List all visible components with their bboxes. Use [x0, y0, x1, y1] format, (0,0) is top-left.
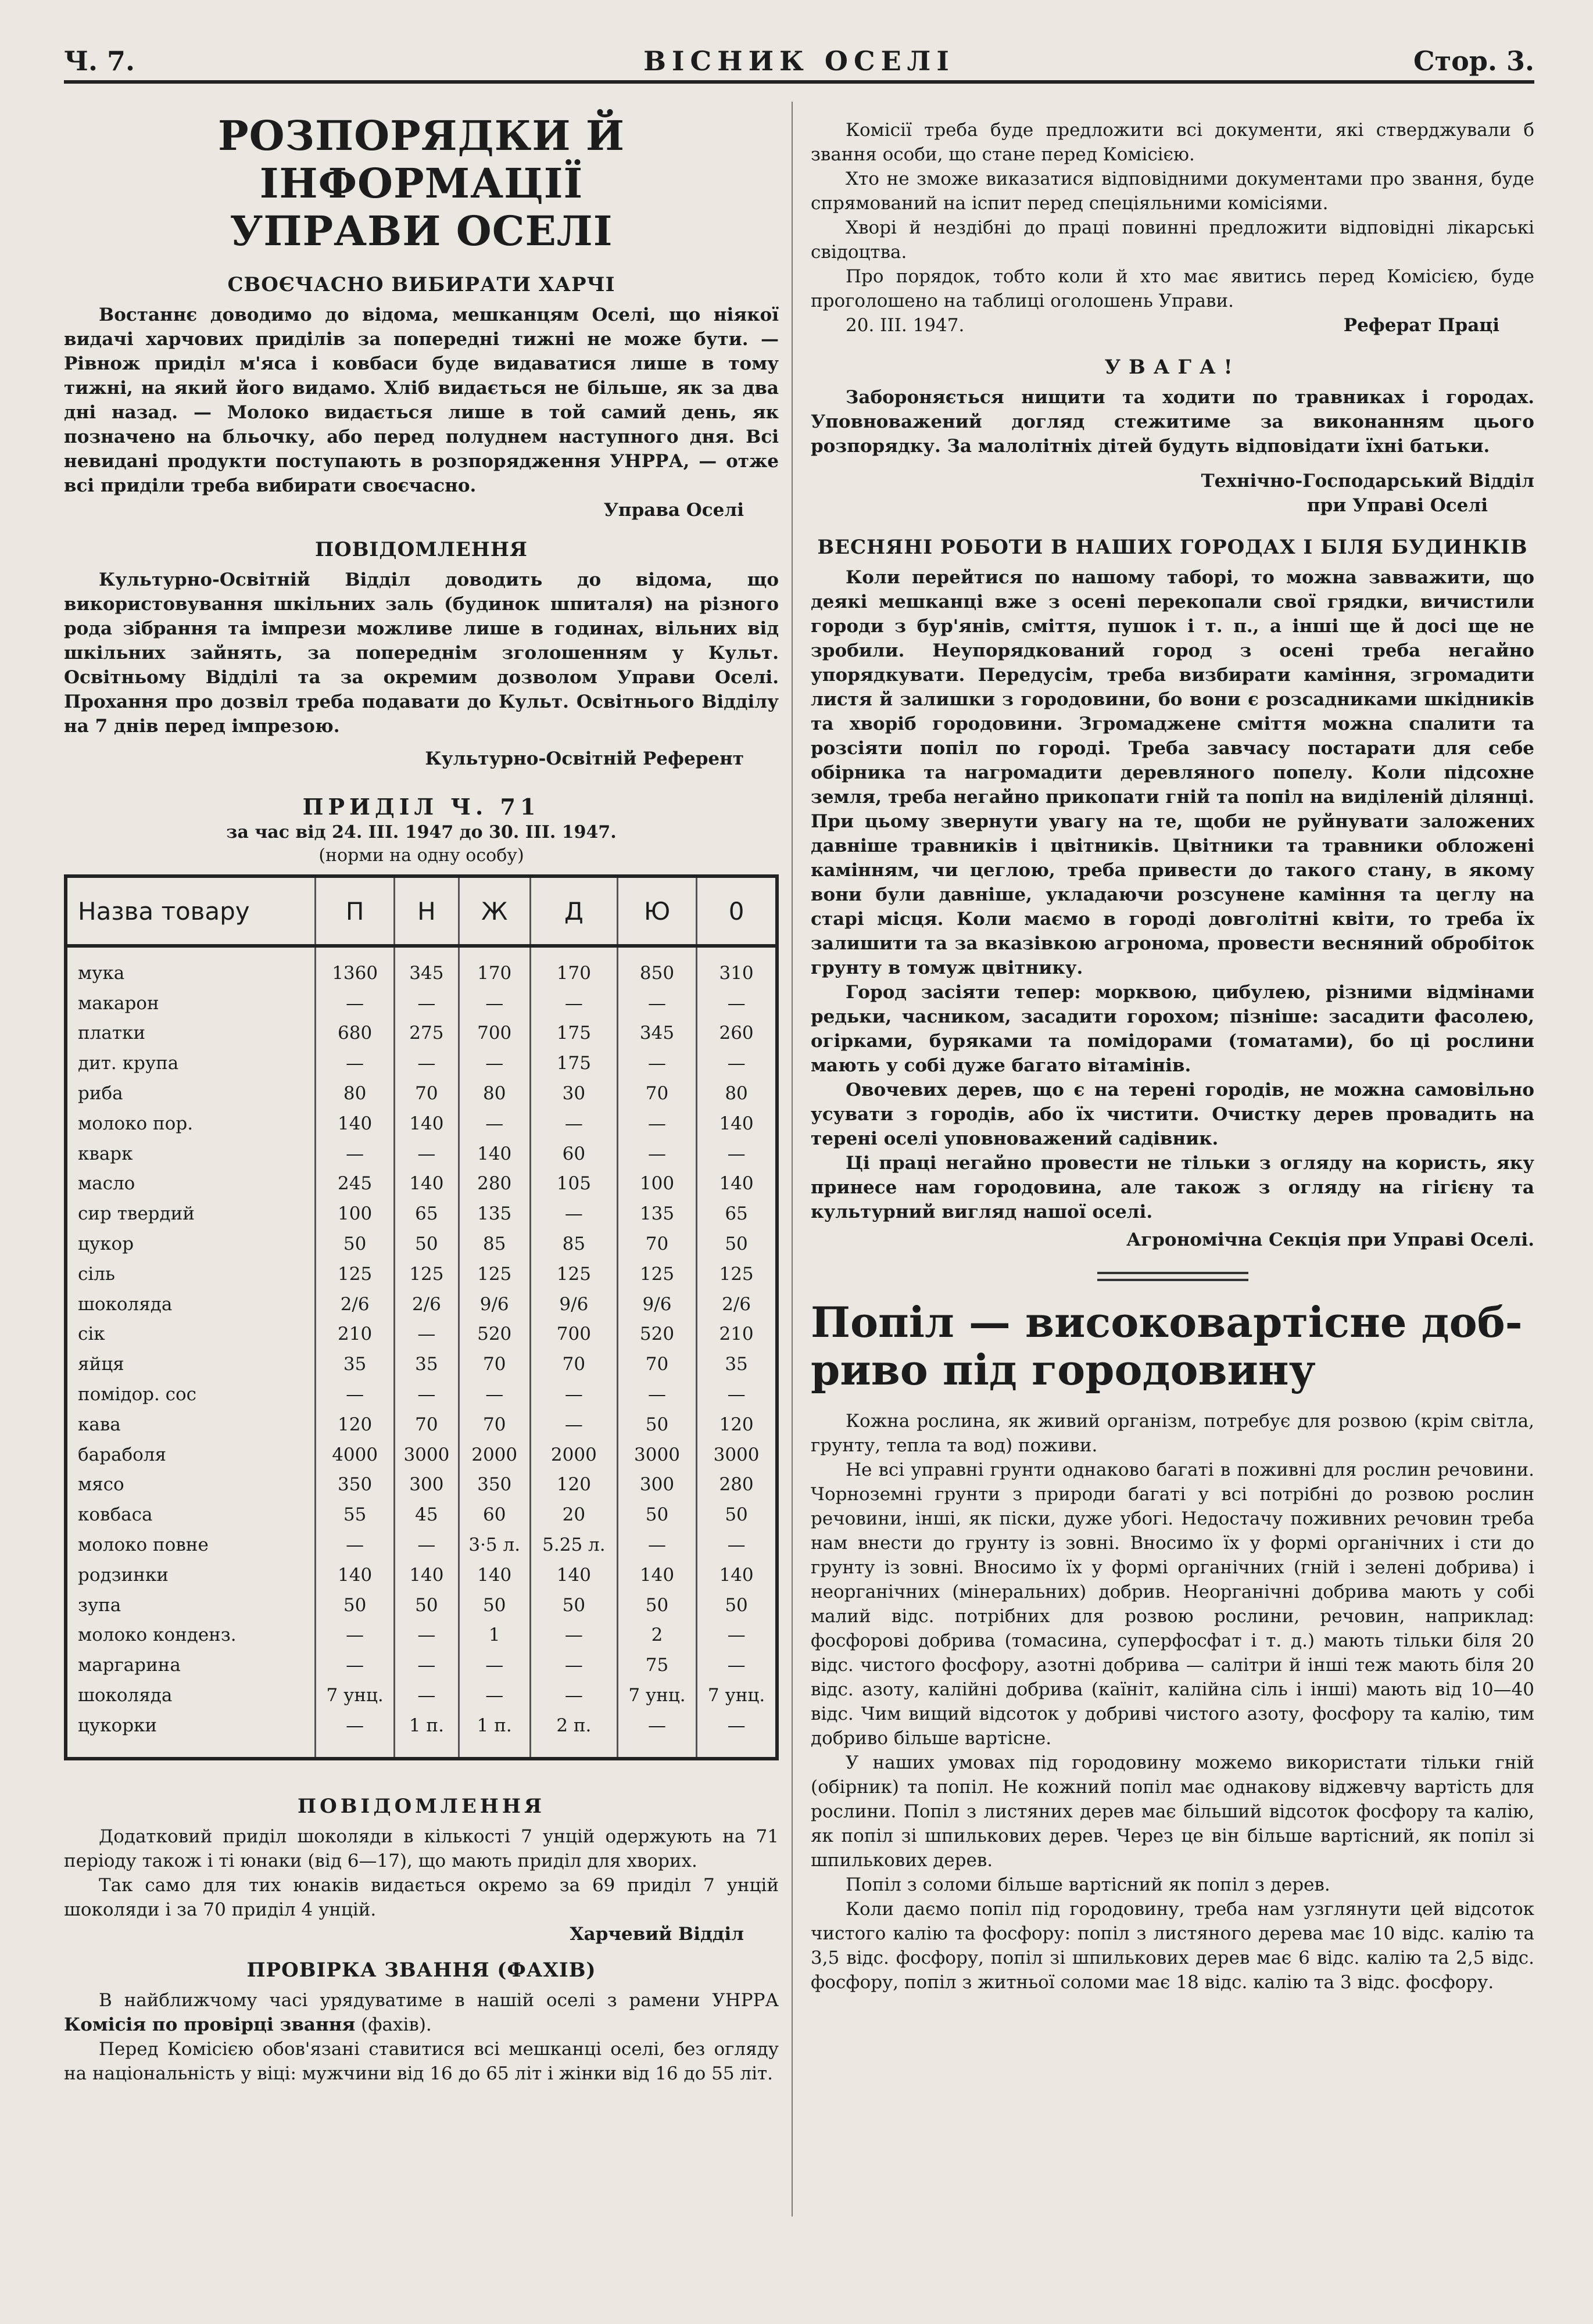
ration-product-name: молоко повне	[78, 1534, 209, 1556]
ration-cell: 140	[459, 1139, 530, 1169]
ration-product-name: мука	[78, 962, 125, 984]
ration-cell: 80	[316, 1078, 395, 1109]
ration-cell: —	[316, 1048, 395, 1078]
ration-cell: —	[316, 988, 395, 1018]
newspaper-title: ВІСНИК ОСЕЛІ	[643, 45, 955, 77]
ration-cell: —	[395, 1680, 459, 1710]
ration-cell: —	[617, 1139, 696, 1169]
ration-cell: 55	[316, 1500, 395, 1530]
ration-cell: 1360	[316, 946, 395, 988]
table-row	[66, 1319, 777, 1350]
ration-cell: —	[697, 1530, 777, 1560]
ration-product-name: молоко пор.	[78, 1113, 194, 1134]
ration-cell: —	[530, 1620, 617, 1651]
table-row	[66, 1620, 777, 1651]
attention-text: Забороняється нищити та ходити по травниках і городах. Уповноважений догляд стежитиме за виконанням цього розпорядку. За малолітніх дітей будуть відповідати їхні батьки.	[811, 387, 1534, 457]
ration-product-name: шоколяда	[78, 1685, 173, 1706]
ration-cell: —	[617, 1710, 696, 1759]
exam-cont-signature: Реферат Праці	[1343, 315, 1499, 336]
ration-cell: 35	[395, 1349, 459, 1379]
ration-cell: 2/6	[395, 1289, 459, 1319]
ration-cell: 275	[395, 1018, 459, 1049]
ration-cell: 260	[697, 1018, 777, 1049]
ration-product-name: сік	[78, 1324, 105, 1345]
ration-cell: —	[697, 1048, 777, 1078]
ration-cell: 140	[395, 1109, 459, 1139]
ration-cell: 345	[395, 946, 459, 988]
ration-cell: 50	[530, 1590, 617, 1620]
ash-text-3: У наших умовах під городовину можемо використати тільки гній (обірник) та попіл. Не кожний попіл має однакову віджевчу вартість для рослини. Попіл з листяних дерев має більший відсоток фосфору та калію, як попіл зі шпилькових дерев. Через це він більше вартісний, як попіл зі шпилькових дерев.	[811, 1752, 1534, 1871]
spring-text-1: Коли перейтися по нашому таборі, то можна завважити, що деякі мешканці вже з осені перекопали свої грядки, вичистили городи з бур'янів, сміття, пушок і т. п., а інші ще й досі ще не зробили. Неупорядкований город з осені треба негайно упорядкувати. Передусім, треба визбирати каміння, згромадити листя й залишки з городовини, бо вони є розсадниками шкідників та хворіб городовини. Згромаджене сміття можна спалити та розсіяти попіл по городі. Треба завчасу постарати для себе обірника та нагромадити деревляного попелу. Коли підсохне земля, треба негайно прикопати гній та попіл на виділеній ділянці. При цьому звернути увагу на те, щоби не руйнувати заложених давніше травників і цвітників. Цвітники та травники обложені камінням, чи цеглою, треба привести до такого стану, в якому вони були давніше, укладаючи розсунене каміння та цеглу на старі місця. Коли маємо в городі довголітні квіти, то треба їх залишити та за вказівкою агронома, провести весняний обробіток грунту в томуж цвітнику.	[811, 567, 1534, 978]
ration-cell: 2000	[459, 1440, 530, 1470]
ration-product-name: масло	[78, 1173, 135, 1195]
notice-2-title: ПОВІДОМЛЕННЯ	[297, 1794, 546, 1818]
ration-cell: 2000	[530, 1440, 617, 1470]
ration-header-col: П	[316, 876, 395, 946]
table-row	[66, 1470, 777, 1500]
ration-product-name: маргарина	[78, 1655, 181, 1676]
ration-cell: —	[459, 1650, 530, 1680]
ration-cell: 210	[316, 1319, 395, 1350]
ration-cell: 9/6	[530, 1289, 617, 1319]
ration-cell: 50	[617, 1590, 696, 1620]
ration-cell: 100	[316, 1199, 395, 1229]
table-row	[66, 1440, 777, 1470]
exam-section-title: ПРОВІРКА ЗВАННЯ (ФАХІВ)	[246, 1958, 596, 1982]
food-section-signature: Управа Оселі	[603, 500, 744, 521]
table-row	[66, 1560, 777, 1590]
page-number: Стор. 3.	[1413, 45, 1534, 77]
ration-product-name: риба	[78, 1083, 123, 1104]
ration-cell: 2	[617, 1620, 696, 1651]
ration-product-name: родзинки	[78, 1564, 169, 1586]
table-row	[66, 1139, 777, 1169]
ration-cell: 140	[697, 1109, 777, 1139]
ration-cell: —	[316, 1710, 395, 1759]
ration-product-name: сир твердий	[78, 1203, 195, 1225]
table-row	[66, 1379, 777, 1410]
ash-text-2: Не всі управні грунти однаково багаті в поживні для рослин речовини. Чорноземні грунти з природи багаті у всі потрібні до розвою рослин речовини, інші, як піски, дуже убогі. Недостачу поживних речовин треба нам внести до грунту із зовні. Вносимо їх у формі органічних і сти до грунту із зовні. Вносимо їх у формі органічних (гній і зелені добрива) і неорганічних (мінеральних) добрив. Неорганічні добрива мають у собі малий відс. потрібних для розвою рослини, речовин, наприклад: фосфорові добрива (томасина, суперфосфат і т. д.) мають тільки біля 20 відс. чистого фосфору, азотні добрива — салітри й інші теж мають біля 20 відс. азоту, калійні добрива (каїніт, калійна сіль і інші) мають від 10—40 відс. Чим вищий відсоток у добриві чистого азоту, фосфору та калію, тим добриво більше вартісне.	[811, 1459, 1534, 1749]
ration-cell: 300	[395, 1470, 459, 1500]
table-row	[66, 1530, 777, 1560]
ration-cell: 65	[697, 1199, 777, 1229]
spring-text-3: Овочевих дерев, що є на терені городів, не можна самовільно усувати з городів, або їх чистити. Очистку дерев провадить на терені оселі уповноважений садівник.	[811, 1079, 1534, 1149]
exam-text-1-a: В найближчому часі урядуватиме в нашій оселі з рамени УНРРА	[99, 1989, 779, 2011]
ration-product-name: платки	[78, 1023, 146, 1044]
ration-product-name: макарон	[78, 992, 159, 1014]
spring-title: ВЕСНЯНІ РОБОТИ В НАШИХ ГОРОДАХ І БІЛЯ БУДИНКІВ	[817, 536, 1528, 559]
ration-cell: —	[697, 1379, 777, 1410]
ration-cell: 140	[316, 1560, 395, 1590]
ration-cell: —	[530, 1650, 617, 1680]
ration-cell: 3000	[697, 1440, 777, 1470]
table-row	[66, 1018, 777, 1049]
ration-product-name: сіль	[78, 1263, 115, 1285]
ration-cell: 125	[617, 1259, 696, 1289]
ration-cell: 3000	[617, 1440, 696, 1470]
ration-cell: 140	[395, 1169, 459, 1199]
ration-cell: 20	[530, 1500, 617, 1530]
ration-cell: 35	[316, 1349, 395, 1379]
ration-cell: —	[316, 1530, 395, 1560]
ration-product-name: бараболя	[78, 1444, 167, 1465]
ration-cell: 60	[459, 1500, 530, 1530]
ration-cell: 170	[459, 946, 530, 988]
ration-cell: 70	[530, 1349, 617, 1379]
ration-cell: 135	[617, 1199, 696, 1229]
ration-cell: 7 унц.	[697, 1680, 777, 1710]
ration-cell: —	[697, 1650, 777, 1680]
ration-cell: 4000	[316, 1440, 395, 1470]
ration-cell: 700	[459, 1018, 530, 1049]
ration-cell: 70	[395, 1410, 459, 1440]
ration-cell: 85	[530, 1229, 617, 1259]
ration-table	[64, 874, 779, 1760]
ration-header-col: 0	[697, 876, 777, 946]
ration-cell: 50	[697, 1229, 777, 1259]
ration-cell: —	[530, 1680, 617, 1710]
ration-cell: 125	[459, 1259, 530, 1289]
ration-cell: 170	[530, 946, 617, 988]
ration-product-name: кава	[78, 1414, 121, 1435]
ration-title: ПРИДІЛ Ч. 71	[302, 794, 540, 820]
ash-text-4: Попіл з соломи більше вартісний як попіл з дерев.	[846, 1874, 1330, 1895]
ration-cell: 50	[617, 1500, 696, 1530]
table-row	[66, 1229, 777, 1259]
ration-cell: 30	[530, 1078, 617, 1109]
ration-cell: 700	[530, 1319, 617, 1350]
ration-cell: 140	[697, 1169, 777, 1199]
ration-cell: 80	[459, 1078, 530, 1109]
ration-product-name: кварк	[78, 1143, 133, 1164]
notice-2-text-2: Так само для тих юнаків видається окремо за 69 приділ 7 унцій шоколяди і за 70 приділ 4 унцій.	[64, 1874, 779, 1920]
attention-title: УВАГА!	[1104, 356, 1241, 379]
ash-text-1: Кожна рослина, як живий організм, потребує для розвою (крім світла, грунту, тепла та вод) поживи.	[811, 1411, 1534, 1456]
table-row	[66, 1650, 777, 1680]
ration-product-name: шоколяда	[78, 1293, 173, 1315]
ration-cell: 50	[697, 1500, 777, 1530]
main-title-line-1: РОЗПОРЯДКИ Й ІНФОРМАЦІЇ	[217, 112, 625, 207]
ration-product-name: цукор	[78, 1233, 134, 1255]
ration-cell: —	[316, 1620, 395, 1651]
ration-cell: 105	[530, 1169, 617, 1199]
ration-cell: 70	[617, 1349, 696, 1379]
ration-cell: 125	[697, 1259, 777, 1289]
ration-product-name: помідор. сос	[78, 1384, 197, 1405]
exam-text-2: Перед Комісією обов'язані ставитися всі мешканці оселі, без огляду на національність у віці: мужчини від 16 до 65 літ і жінки від 16 до 55 літ.	[64, 2038, 779, 2084]
ration-cell: 100	[617, 1169, 696, 1199]
ration-cell: 125	[530, 1259, 617, 1289]
table-row	[66, 1048, 777, 1078]
ration-cell: —	[617, 1379, 696, 1410]
attention-signature-1: Технічно-Господарський Відділ	[1201, 471, 1534, 492]
ration-cell: 125	[395, 1259, 459, 1289]
exam-cont-text-2: Хто не зможе виказатися відповідними документами про звання, буде спрямований на іспит перед спеціяльними комісіями.	[811, 168, 1534, 214]
ration-cell: —	[617, 1530, 696, 1560]
ration-cell: —	[530, 1109, 617, 1139]
ration-cell: —	[395, 988, 459, 1018]
ration-cell: —	[459, 1379, 530, 1410]
ration-cell: 135	[459, 1199, 530, 1229]
ration-product-name: зупа	[78, 1594, 121, 1616]
ration-cell: —	[395, 1650, 459, 1680]
table-row	[66, 1169, 777, 1199]
ration-product-name: молоко конденз.	[78, 1624, 237, 1646]
ration-cell: 50	[316, 1590, 395, 1620]
ration-cell: 5.25 л.	[530, 1530, 617, 1560]
ration-header-col: Ю	[617, 876, 696, 946]
ration-cell: 175	[530, 1018, 617, 1049]
exam-cont-footer	[811, 313, 1534, 338]
exam-cont-text-3: Хворі й нездібні до праці повинні предложити відповідні лікарські свідоцтва.	[811, 217, 1534, 263]
ration-cell: 1 п.	[395, 1710, 459, 1759]
ration-cell: —	[459, 1048, 530, 1078]
ration-cell: 85	[459, 1229, 530, 1259]
ration-cell: 50	[459, 1590, 530, 1620]
notice-2-signature: Харчевий Відділ	[570, 1923, 744, 1945]
ration-product-name: яйця	[78, 1354, 124, 1375]
ration-product-name: ковбаса	[78, 1504, 153, 1526]
issue-number: Ч. 7.	[64, 45, 135, 77]
ration-cell: 350	[316, 1470, 395, 1500]
table-row	[66, 1710, 777, 1759]
ration-cell: 70	[395, 1078, 459, 1109]
ration-header-col: Д	[530, 876, 617, 946]
ration-cell: —	[697, 1710, 777, 1759]
main-title-line-2: УПРАВИ ОСЕЛІ	[230, 207, 613, 255]
main-title	[64, 112, 779, 255]
ash-title-line-1: Попіл — високовартісне доб-	[811, 1297, 1523, 1347]
ration-cell: —	[459, 988, 530, 1018]
ration-cell: 120	[697, 1410, 777, 1440]
ration-cell: 3·5 л.	[459, 1530, 530, 1560]
ration-cell: —	[395, 1530, 459, 1560]
ration-cell: 50	[316, 1229, 395, 1259]
ration-cell: —	[395, 1139, 459, 1169]
spring-signature: Агрономічна Секція при Управі Оселі.	[1126, 1229, 1534, 1250]
ration-cell: —	[459, 1680, 530, 1710]
ration-cell: —	[395, 1319, 459, 1350]
ration-cell: 345	[617, 1018, 696, 1049]
ration-cell: 140	[316, 1109, 395, 1139]
ration-cell: —	[617, 1048, 696, 1078]
ration-cell: 2/6	[316, 1289, 395, 1319]
ration-cell: 3000	[395, 1440, 459, 1470]
ration-cell: 300	[617, 1470, 696, 1500]
ration-cell: —	[530, 1410, 617, 1440]
table-row	[66, 988, 777, 1018]
ration-cell: 245	[316, 1169, 395, 1199]
notice-1-title: ПОВІДОМЛЕННЯ	[314, 538, 528, 561]
ration-cell: 210	[697, 1319, 777, 1350]
table-row	[66, 1680, 777, 1710]
ration-cell: 310	[697, 946, 777, 988]
ration-header-product: Назва товару	[66, 876, 316, 946]
ration-cell: 140	[697, 1560, 777, 1590]
ration-cell: 680	[316, 1018, 395, 1049]
ration-cell: 70	[459, 1349, 530, 1379]
ration-cell: 75	[617, 1650, 696, 1680]
ration-cell: 125	[316, 1259, 395, 1289]
ration-cell: —	[530, 1379, 617, 1410]
ration-cell: 45	[395, 1500, 459, 1530]
ration-cell: 140	[459, 1560, 530, 1590]
food-section-title: СВОЄЧАСНО ВИБИРАТИ ХАРЧІ	[227, 273, 615, 296]
table-row	[66, 1078, 777, 1109]
exam-cont-date: 20. III. 1947.	[846, 315, 965, 336]
ration-table-header-row	[66, 876, 777, 946]
ration-cell: —	[697, 988, 777, 1018]
ration-header-col: Н	[395, 876, 459, 946]
ration-cell: —	[316, 1650, 395, 1680]
ration-cell: 9/6	[617, 1289, 696, 1319]
ration-cell: 70	[617, 1229, 696, 1259]
header-rule	[64, 80, 1534, 84]
exam-text-1-c: (фахів).	[355, 2014, 432, 2035]
table-row	[66, 946, 777, 988]
ration-cell: 350	[459, 1470, 530, 1500]
ration-cell: 2 п.	[530, 1710, 617, 1759]
ration-cell: 120	[316, 1410, 395, 1440]
ration-cell: 850	[617, 946, 696, 988]
ration-cell: 140	[530, 1560, 617, 1590]
ration-cell: 520	[459, 1319, 530, 1350]
ration-table-body	[66, 946, 777, 1759]
ash-title-line-2: риво під городовину	[811, 1345, 1316, 1394]
right-column	[811, 102, 1534, 1995]
ration-header-col: Ж	[459, 876, 530, 946]
attention-signature-2: при Управі Оселі	[1306, 495, 1488, 516]
food-section-text: Востаннє доводимо до відома, мешканцям Оселі, що ніякої видачі харчових приділів за попередні тижні не може бути. — Рівнож приділ м'яса і ковбаси буде видаватися лише в тому тижні, на який його видамо. Хліб видається не більше, як за два дні назад. — Молоко видається лише в той самий день, як позначено на бльочку, або перед полуднем наступного дня. Всі невидані продукти поступають в розпорядження УНРРА, — отже всі приділи треба вибирати своєчасно.	[64, 304, 779, 496]
ration-cell: 50	[697, 1590, 777, 1620]
ration-cell: 50	[395, 1590, 459, 1620]
ration-cell: 140	[617, 1560, 696, 1590]
column-divider	[792, 102, 793, 2217]
ration-cell: —	[395, 1379, 459, 1410]
ration-cell: —	[617, 1109, 696, 1139]
ration-cell: 1 п.	[459, 1710, 530, 1759]
ration-cell: 1	[459, 1620, 530, 1651]
table-row	[66, 1199, 777, 1229]
ash-text-5: Коли даємо попіл під городовину, треба нам узглянути цей відсоток чистого калію та фосфору: попіл з листяного дерева має 10 відс. калію та 3,5 відс. фосфору, попіл зі шпилькових дерев має 6 відс. калію та 2,5 відс. фосфору, попіл з житньої соломи має 18 відс. калію та 3 відс. фосфору.	[811, 1899, 1534, 1993]
ration-cell: 60	[530, 1139, 617, 1169]
table-row	[66, 1500, 777, 1530]
ornament-divider	[1097, 1272, 1248, 1281]
ration-cell: 7 унц.	[316, 1680, 395, 1710]
table-row	[66, 1590, 777, 1620]
spring-text-4: Ці праці негайно провести не тільки з огляду на користь, яку принесе нам городовина, але також з огляду на гігієну та культурний вигляд нашої оселі.	[811, 1153, 1534, 1222]
ration-cell: 280	[697, 1470, 777, 1500]
ration-product-name: дит. крупа	[78, 1053, 179, 1074]
exam-cont-text-1: Комісії треба буде предложити всі документи, які стверджували б звання особи, що стане перед Комісією.	[811, 120, 1534, 165]
table-row	[66, 1109, 777, 1139]
ration-cell: 175	[530, 1048, 617, 1078]
notice-1-text: Культурно-Освітній Відділ доводить до відома, що використовування шкільних заль (будинок шпиталя) на різного рода зібрання та імпрези можливе лише в годинах, вільних від шкільних зайнять, за попереднім зголошенням у Культ. Освітньому Відділі та за окремим дозволом Управи Оселі. Прохання про дозвіл треба подавати до Культ. Освітнього Відділу на 7 днів перед імпрезою.	[64, 569, 779, 737]
ration-cell: 7 унц.	[617, 1680, 696, 1710]
ration-cell: 80	[697, 1078, 777, 1109]
table-row	[66, 1410, 777, 1440]
left-column	[64, 102, 779, 2086]
ration-cell: 120	[530, 1470, 617, 1500]
exam-text-1	[64, 1988, 779, 2037]
ration-cell: 9/6	[459, 1289, 530, 1319]
ash-article-title	[811, 1299, 1534, 1394]
ration-cell: 50	[395, 1229, 459, 1259]
ration-cell: 70	[459, 1410, 530, 1440]
ration-note: (норми на одну особу)	[318, 845, 524, 866]
notice-2-text-1: Додатковий приділ шоколяди в кількості 7 унцій одержують на 71 періоду також і ті юнаки (від 6—17), що мають приділ для хворих.	[64, 1826, 779, 1871]
ration-cell: —	[530, 988, 617, 1018]
ration-header	[64, 793, 779, 867]
ration-cell: 35	[697, 1349, 777, 1379]
ration-cell: —	[316, 1139, 395, 1169]
ration-product-name: мясо	[78, 1474, 124, 1495]
ration-cell: —	[617, 988, 696, 1018]
ration-product-name: цукорки	[78, 1715, 157, 1736]
ration-cell: —	[395, 1048, 459, 1078]
ration-cell: —	[459, 1109, 530, 1139]
ration-cell: —	[697, 1139, 777, 1169]
ration-cell: 65	[395, 1199, 459, 1229]
notice-1-signature: Культурно-Освітній Референт	[425, 748, 744, 769]
table-row	[66, 1289, 777, 1319]
ration-cell: —	[395, 1620, 459, 1651]
ration-cell: 50	[617, 1410, 696, 1440]
exam-commission: Комісія по провірці звання	[64, 2014, 356, 2035]
ration-cell: —	[316, 1379, 395, 1410]
ration-cell: 520	[617, 1319, 696, 1350]
ration-cell: 140	[395, 1560, 459, 1590]
ration-cell: 2/6	[697, 1289, 777, 1319]
spring-text-2: Город засіяти тепер: морквою, цибулею, різними відмінами редьки, часником, засадити горохом; пізніше: засадити фасолею, огірками, буряками та помідорами (томатами), бо ці рослини мають у собі дуже багато вітамінів.	[811, 982, 1534, 1076]
page-header	[64, 35, 1534, 81]
ration-period: за час від 24. III. 1947 до 30. III. 1947.	[226, 822, 617, 842]
ration-cell: —	[530, 1199, 617, 1229]
ration-cell: 280	[459, 1169, 530, 1199]
exam-cont-text-4: Про порядок, тобто коли й хто має явитись перед Комісією, буде проголошено на таблиці оголошень Управи.	[811, 266, 1534, 311]
table-row	[66, 1349, 777, 1379]
ration-cell: —	[697, 1620, 777, 1651]
ration-cell: 70	[617, 1078, 696, 1109]
table-row	[66, 1259, 777, 1289]
